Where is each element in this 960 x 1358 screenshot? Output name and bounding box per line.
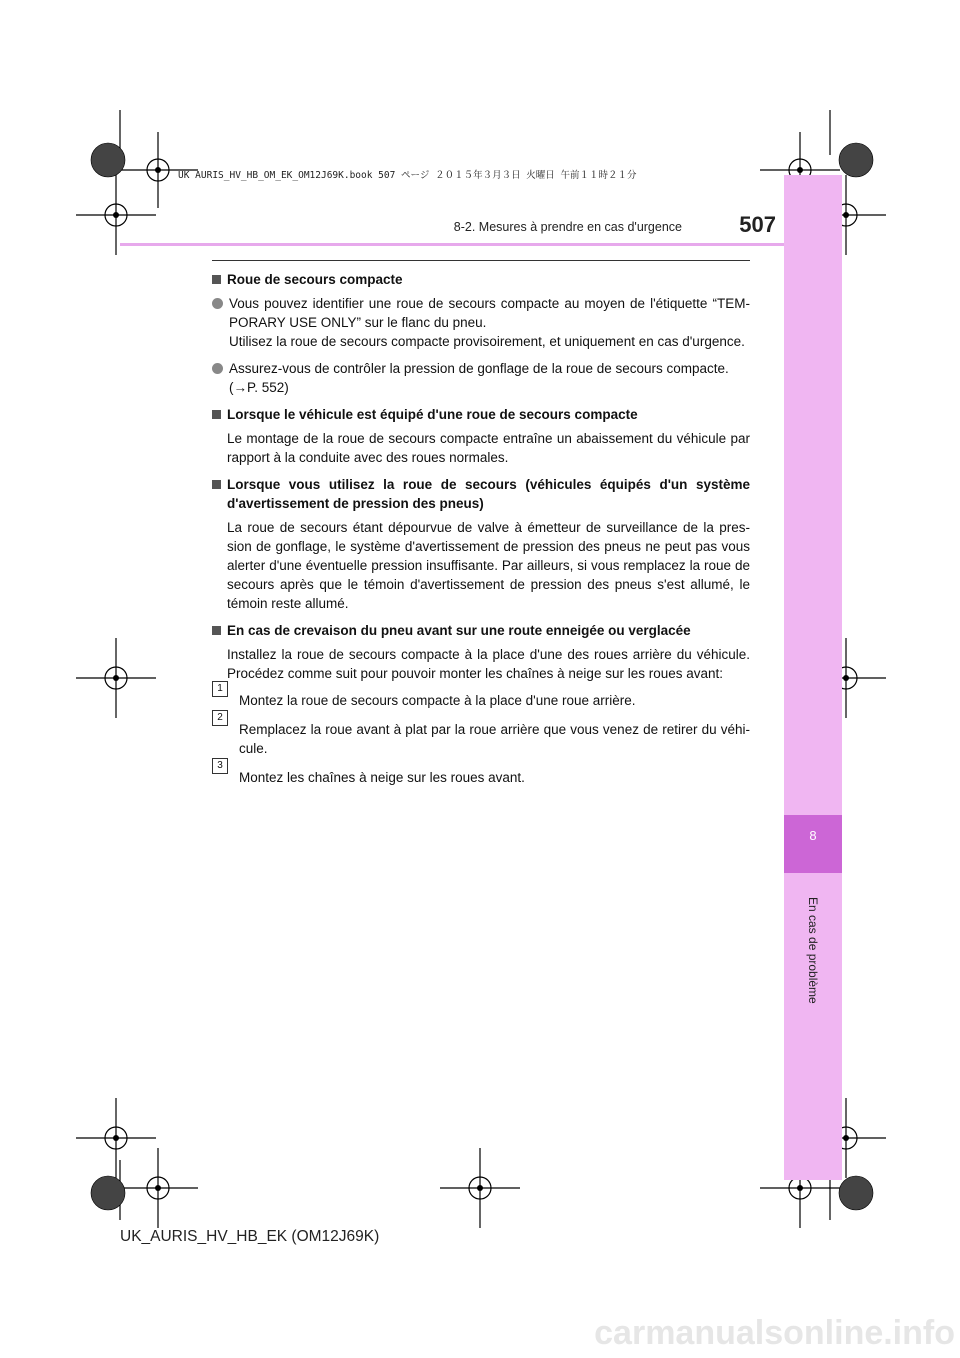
step-item: [212, 760, 750, 787]
round-bullet-icon: [212, 298, 223, 309]
chapter-number: 8: [809, 828, 817, 843]
bullet-text: Utilisez la roue de secours compacte provisoirement, et uniquement en cas d'urgence.: [229, 334, 745, 349]
watermark-text: carmanualsonline.info: [594, 1314, 955, 1352]
heading: Lorsque vous utilisez la roue de secours (véhicules équipés d'un système d'avertissement de pression des pneus): [212, 475, 750, 513]
square-bullet-icon: [212, 626, 221, 635]
square-bullet-icon: [212, 275, 221, 284]
heading: Lorsque le véhicule est équipé d'une roue de secours compacte: [212, 405, 750, 424]
page-reference: (→P. 552): [229, 380, 289, 395]
section-title: 8-2. Mesures à prendre en cas d'urgence: [453, 220, 682, 234]
step-number: 1: [212, 681, 228, 697]
chapter-title: En cas de problème: [806, 896, 820, 1004]
paragraph: Installez la roue de secours compacte à la place d'une des roues arrière du véhicule. Procédez comme suit pour pouvoir monter les chaînes à neige sur les roues avant:: [227, 647, 750, 681]
book-info-line: UK AURIS_HV_HB_OM_EK_OM12J69K.book 507 ページ ２０１５年３月３日 火曜日 午前１１時２１分: [178, 170, 637, 181]
step-item: [212, 683, 750, 710]
step-item: [212, 712, 750, 758]
manual-code: UK_AURIS_HV_HB_EK (OM12J69K): [120, 1228, 380, 1245]
paragraph: La roue de secours étant dépourvue de valve à émetteur de surveillance de la pres-sion de gonflage, le système d'avertissement de pression des pneus ne peut pas vous alerter d'une éventuelle pression insuffisante. Par ailleurs, si vous remplacez la roue de secours après que le témoin d'avertissement de pression des pneus s'est allumé, le témoin reste allumé.: [227, 520, 750, 611]
step-text: Montez la roue de secours compacte à la place d'une roue arrière.: [239, 693, 636, 708]
bullet-text: Vous pouvez identifier une roue de secours compacte au moyen de l'étiquette “TEM-PORARY USE ONLY” sur le flanc du pneu.: [229, 296, 750, 330]
heading: En cas de crevaison du pneu avant sur une route enneigée ou verglacée: [212, 621, 750, 640]
page-content: [212, 268, 750, 797]
square-bullet-icon: [212, 480, 221, 489]
page-number: 507: [739, 212, 776, 237]
bullet-item: [212, 359, 750, 397]
step-text: Remplacez la roue avant à plat par la roue arrière que vous venez de retirer du véhi-cule.: [239, 722, 750, 756]
step-text: Montez les chaînes à neige sur les roues avant.: [239, 770, 525, 785]
chapter-side-tab: [784, 175, 842, 1180]
round-bullet-icon: [212, 363, 223, 374]
bullet-text: Assurez-vous de contrôler la pression de gonflage de la roue de secours compacte.: [229, 361, 729, 376]
step-number: 2: [212, 710, 228, 726]
chapter-number-box: [784, 815, 842, 873]
watermark-logo: [540, 1300, 960, 1358]
header-rule: [120, 243, 784, 246]
step-number: 3: [212, 758, 228, 774]
heading: Roue de secours compacte: [212, 270, 750, 289]
square-bullet-icon: [212, 410, 221, 419]
paragraph: Le montage de la roue de secours compacte entraîne un abaissement du véhicule par rapport à la conduite avec des roues normales.: [227, 431, 750, 465]
bullet-item: [212, 294, 750, 351]
content-top-rule: [212, 260, 750, 261]
